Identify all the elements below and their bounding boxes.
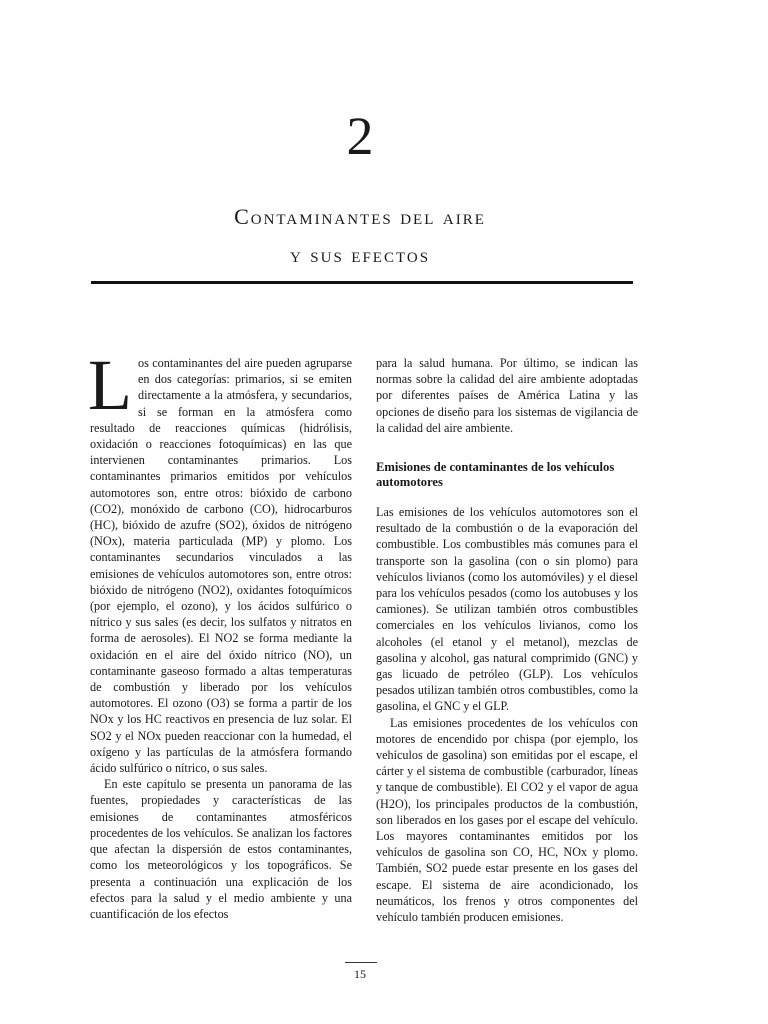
section-heading: Emisiones de contaminantes de los vehículos automotores bbox=[376, 460, 615, 490]
left-column bbox=[88, 345, 352, 922]
chapter-title-line-1: Contaminantes del aire bbox=[234, 204, 486, 229]
footer-divider bbox=[345, 962, 377, 963]
chapter-number: 2 bbox=[346, 106, 374, 166]
intro-paragraph: os contaminantes del aire pueden agruparse en dos categorías: primarios, si se emiten directamente a la atmósfera, y secundarios, si se forman en la atmósfera como resultado de reacciones químicas (hidrólisis, oxidación o reacciones fotoquímicas) en las que intervienen contaminantes primarios. Los contaminantes primarios emitidos por vehículos automotores son, entre otros: bióxido de carbono (CO2), monóxido de carbono (CO), hidrocarburos (HC), bióxido de azufre (SO2), óxidos de nitrógeno (NOx), materia particulada (MP) y plomo. Los contaminantes secundarios vinculados a las emisiones de vehículos automotores son, entre otros: bióxido de nitrógeno (NO2), oxidantes fotoquímicos (por ejemplo, el ozono), y los ácidos sulfúrico o nítrico y sus sales (es decir, los sulfatos y nitratos en forma de aerosoles). El NO2 se forma mediante la oxidación en el aire del óxido nítrico (NO), un contaminante gaseoso formado a altas temperaturas de combustión y liberado por los vehículos automotores. El ozono (O3) se forma a partir de los NOx y los HC reactivos en presencia de luz solar. El SO2 y el NOx pueden reaccionar con la humedad, el oxígeno y las partículas de la atmósfera formando ácido sulfúrico o nítrico, o sus sales. bbox=[90, 356, 352, 776]
title-divider bbox=[91, 281, 633, 284]
chapter-title-line-2: y sus efectos bbox=[289, 242, 431, 267]
right-column bbox=[376, 355, 638, 925]
chapter-title bbox=[0, 198, 720, 274]
chapter-overview-paragraph: En este capítulo se presenta un panorama de las fuentes, propiedades y características de las emisiones de contaminantes atmosféricos procedentes de los vehículos. Se analizan los factores que afectan la dispersión de estos contaminantes, como los meteorológicos y los topográficos. Se presenta a continuación una explicación de los efectos para la salud y el medio ambiente y una cuantificación de los efectos bbox=[90, 777, 352, 921]
continuation-paragraph: para la salud humana. Por último, se indican las normas sobre la calidad del aire ambiente adoptadas por diferentes países de América Latina y las opciones de diseño para los sistemas de vigilancia de la calidad del aire ambiente. bbox=[376, 356, 638, 435]
page-number: 15 bbox=[354, 967, 366, 981]
emissions-paragraph: Las emisiones de los vehículos automotores son el resultado de la combustión o de la evaporación del combustible. Los combustibles más comunes para el transporte son la gasolina (con o sin plomo) para vehículos livianos (como los automóviles) y el diesel para los vehículos pesados (como los autobuses y los camiones). Se utilizan también otros combustibles comerciales en los vehículos livianos, como los alcoholes (el etanol y el metanol), mezclas de gasolina y alcohol, gas natural comprimido (GNC) y gas licuado de petróleo (GLP). Los vehículos pesados utilizan también otros combustibles, como la gasolina, el GNC y el GLP. bbox=[376, 505, 638, 714]
spark-ignition-paragraph: Las emisiones procedentes de los vehículos con motores de encendido por chispa (por ejemplo, los vehículos de gasolina) son emitidas por el escape, el cárter y el sistema de combustible (carburador, líneas y tanque de combustible). El CO2 y el vapor de agua (H2O), los principales productos de la combustión, son liberados en los gases por el escape del vehículo. Los mayores contaminantes emitidos por los vehículos de gasolina son CO, HC, NOx y plomo. También, SO2 puede estar presente en los gases del escape. El sistema de aire acondicionado, los neumáticos, los frenos y otros componentes del vehículo también producen emisiones. bbox=[376, 715, 638, 925]
drop-cap: L bbox=[88, 345, 132, 425]
